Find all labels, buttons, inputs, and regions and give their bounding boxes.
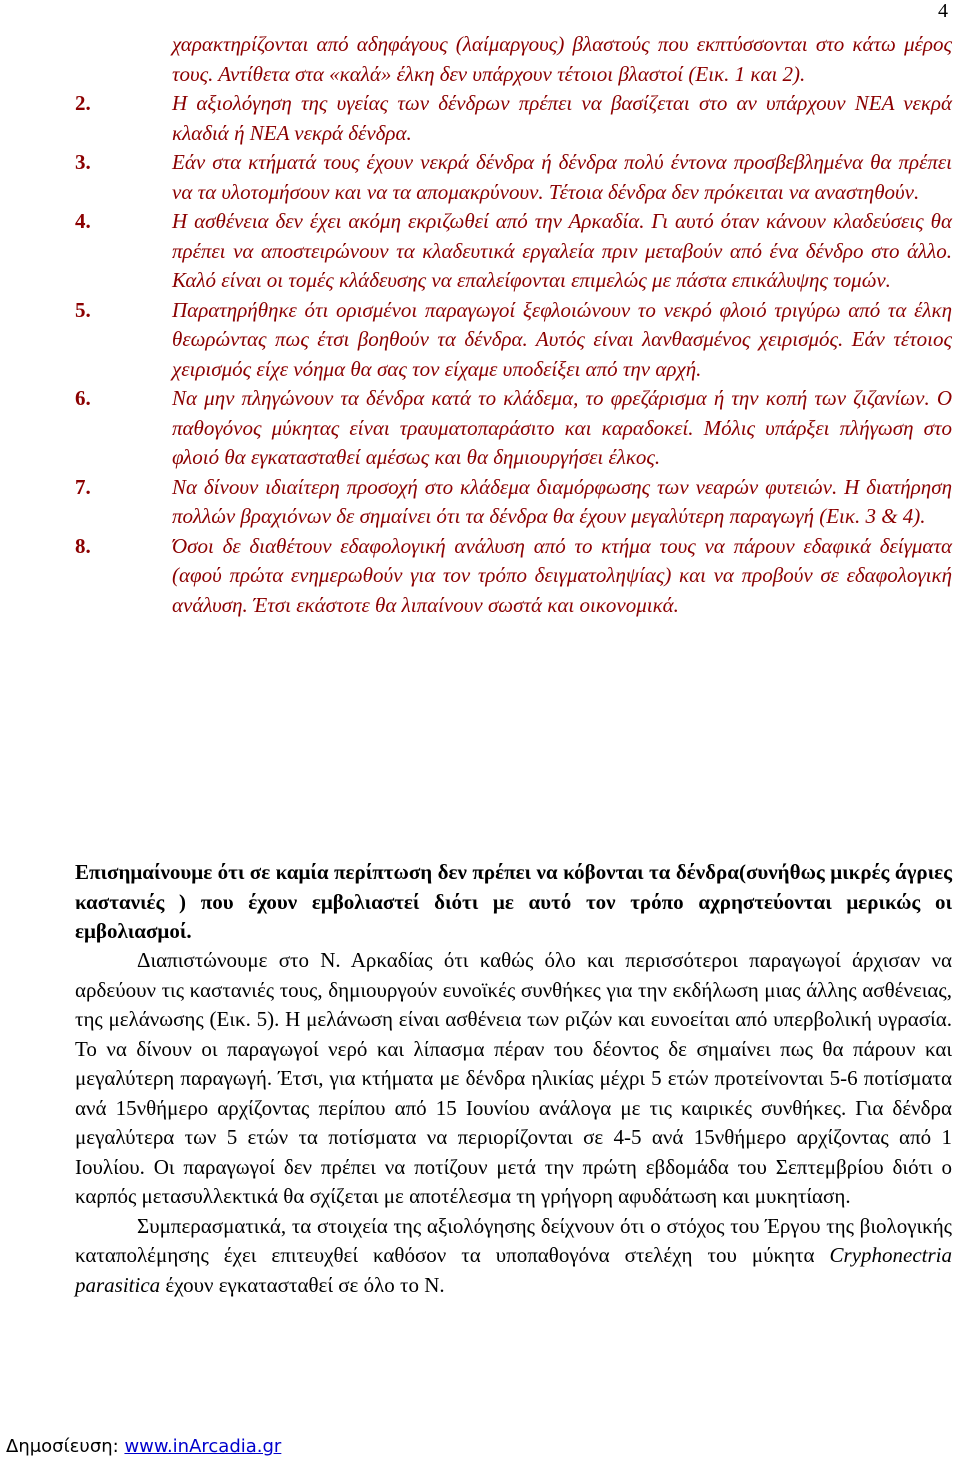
recommendations-list xyxy=(75,30,952,620)
footer-label: Δημοσίευση: xyxy=(6,1436,125,1457)
list-item xyxy=(75,296,952,385)
list-item-text: Η αξιολόγηση της υγείας των δένδρων πρέπει να βασίζεται στο αν υπάρχουν ΝΕΑ νεκρά κλαδιά ή ΝΕΑ νεκρά δένδρα. xyxy=(172,91,952,145)
list-item xyxy=(75,30,952,89)
page-number: 4 xyxy=(938,0,948,22)
irrigation-paragraph: Διαπιστώνουμε στο Ν. Αρκαδίας ότι καθώς όλο και περισσότεροι παραγωγοί άρχισαν να αρδεύουν τις καστανιές τους, δημιουργούν ευνοϊκές συνθήκες για την εκδήλωση μιας άλλης ασθένειας, της μελάνωσης (Εικ. 5). Η μελάνωση είναι ασθένεια των ριζών και ευνοείται από υπερβολική υγρασία. Το να δίνουν οι παραγωγοί νερό και λίπασμα πέραν του δέοντος δε σημαίνει πως θα πάρουν και μεγαλύτερη παραγωγή. Έτσι, για κτήματα με δένδρα ηλικίας μέχρι 5 ετών προτείνονται 5-6 ποτίσματα ανά 15νθήμερο αρχίζοντας περίπου από 15 Ιουνίου ανάλογα με τις καιρικές συνθήκες. Για δένδρα μεγαλύτερα των 5 ετών τα ποτίσματα να περιορίζονται σε 4-5 ανά 15νθήμερο αρχίζοντας από 1 Ιουλίου. Οι παραγωγοί δεν πρέπει να ποτίζουν μετά την πρώτη εβδομάδα του Σεπτεμβρίου διότι ο καρπός μετασυλλεκτικά θα σχίζεται με αποτέλεσμα τη γρήγορη αφυδάτωση και μυκητίαση. xyxy=(75,948,952,1208)
conclusion-paragraph xyxy=(75,1212,952,1301)
conclusion-text-end: έχουν εγκατασταθεί σε όλο το Ν. xyxy=(160,1272,445,1297)
list-item-text: Να δίνουν ιδιαίτερη προσοχή στο κλάδεμα διαμόρφωσης των νεαρών φυτειών. Η διατήρηση πολλών βραχιόνων δε σημαίνει ότι τα δένδρα θα έχουν μεγαλύτερη παραγωγή (Εικ. 3 & 4). xyxy=(172,474,952,528)
list-item xyxy=(75,207,952,296)
list-item-number: 6. xyxy=(75,386,91,410)
list-item-text: Η ασθένεια δεν έχει ακόμη εκριζωθεί από την Αρκαδία. Γι αυτό όταν κάνουν κλαδεύσεις θα πρέπει να αποστειρώνουν τα κλαδευτικά εργαλεία πριν μεταβούν από ένα δένδρο στο άλλο. Καλό είναι οι τομές κλάδευσης να επαλείφονται επιμελώς με πάστα επικάλυψης τομών. xyxy=(172,209,952,292)
list-item-number: 5. xyxy=(75,297,91,322)
body-section xyxy=(75,946,952,1300)
list-item-number: 2. xyxy=(75,91,91,115)
list-item xyxy=(75,89,952,148)
footer-link[interactable]: www.inArcadia.gr xyxy=(124,1436,282,1457)
conclusion-text: Συμπερασματικά, τα στοιχεία της αξιολόγησης δείχνουν ότι ο στόχος του Έργου της βιολογικής καταπολέμησης έχει επιτευχθεί καθόσον τα υποπαθογόνα στελέχη του μύκητα xyxy=(75,1213,952,1267)
list-item-text: Εάν στα κτήματά τους έχουν νεκρά δένδρα ή δένδρα πολύ έντονα προσβεβλημένα θα πρέπει να τα υλοτομήσουν και να τα απομακρύνουν. Τέτοια δένδρα δεν πρόκειται να αναστηθούν. xyxy=(172,150,952,204)
list-item xyxy=(75,384,952,473)
list-item-number: 3. xyxy=(75,150,91,174)
warning-paragraph: Επισημαίνουμε ότι σε καμία περίπτωση δεν πρέπει να κόβονται τα δένδρα(συνήθως μικρές άγριες καστανιές ) που έχουν εμβολιαστεί διότι με αυτό τον τρόπο αχρηστεύονται μερικώς οι εμβολιασμοί. xyxy=(75,860,952,943)
list-item-text: Να μην πληγώνουν τα δένδρα κατά το κλάδεμα, το φρεζάρισμα ή την κοπή των ζιζανίων. Ο παθογόνος μύκητας είναι τραυματοπαράσιτο και καραδοκεί. Μόλις υπάρξει πλήγωση στο φλοιό θα εγκατασταθεί αμέσως και θα δημιουργήσει έλκος. xyxy=(172,386,952,469)
list-item xyxy=(75,148,952,207)
list-item-number: 4. xyxy=(75,209,91,233)
species-name: Cryphonectria parasitica xyxy=(75,1243,952,1297)
footer xyxy=(6,1436,281,1457)
list-item-text: χαρακτηρίζονται από αδηφάγους (λαίμαργους) βλαστούς που εκπτύσσονται στο κάτω μέρος τους. Αντίθετα στα «καλά» έλκη δεν υπάρχουν τέτοιοι βλαστοί (Εικ. 1 και 2). xyxy=(172,32,952,86)
list-item-text: Όσοι δε διαθέτουν εδαφολογική ανάλυση από το κτήμα τους να πάρουν εδαφικά δείγματα (αφού πρώτα ενημερωθούν για τον τρόπο δειγματοληψίας) και να προβούν σε εδαφολογική ανάλυση. Έτσι εκάστοτε θα λιπαίνουν σωστά και οικονομικά. xyxy=(172,533,952,617)
list-item-number: 8. xyxy=(75,533,91,558)
list-item xyxy=(75,473,952,532)
list-item-number: 7. xyxy=(75,474,91,499)
list-item xyxy=(75,532,952,621)
list-item-text: Παρατηρήθηκε ότι ορισμένοι παραγωγοί ξεφλοιώνουν το νεκρό φλοιό τριγύρω από τα έλκη θεωρώντας πως έτσι βοηθούν τα δένδρα. Αυτός είναι λανθασμένος χειρισμός. Εάν τέτοιος χειρισμός είχε νόημα θα σας τον είχαμε υποδείξει από την αρχή. xyxy=(172,297,952,381)
